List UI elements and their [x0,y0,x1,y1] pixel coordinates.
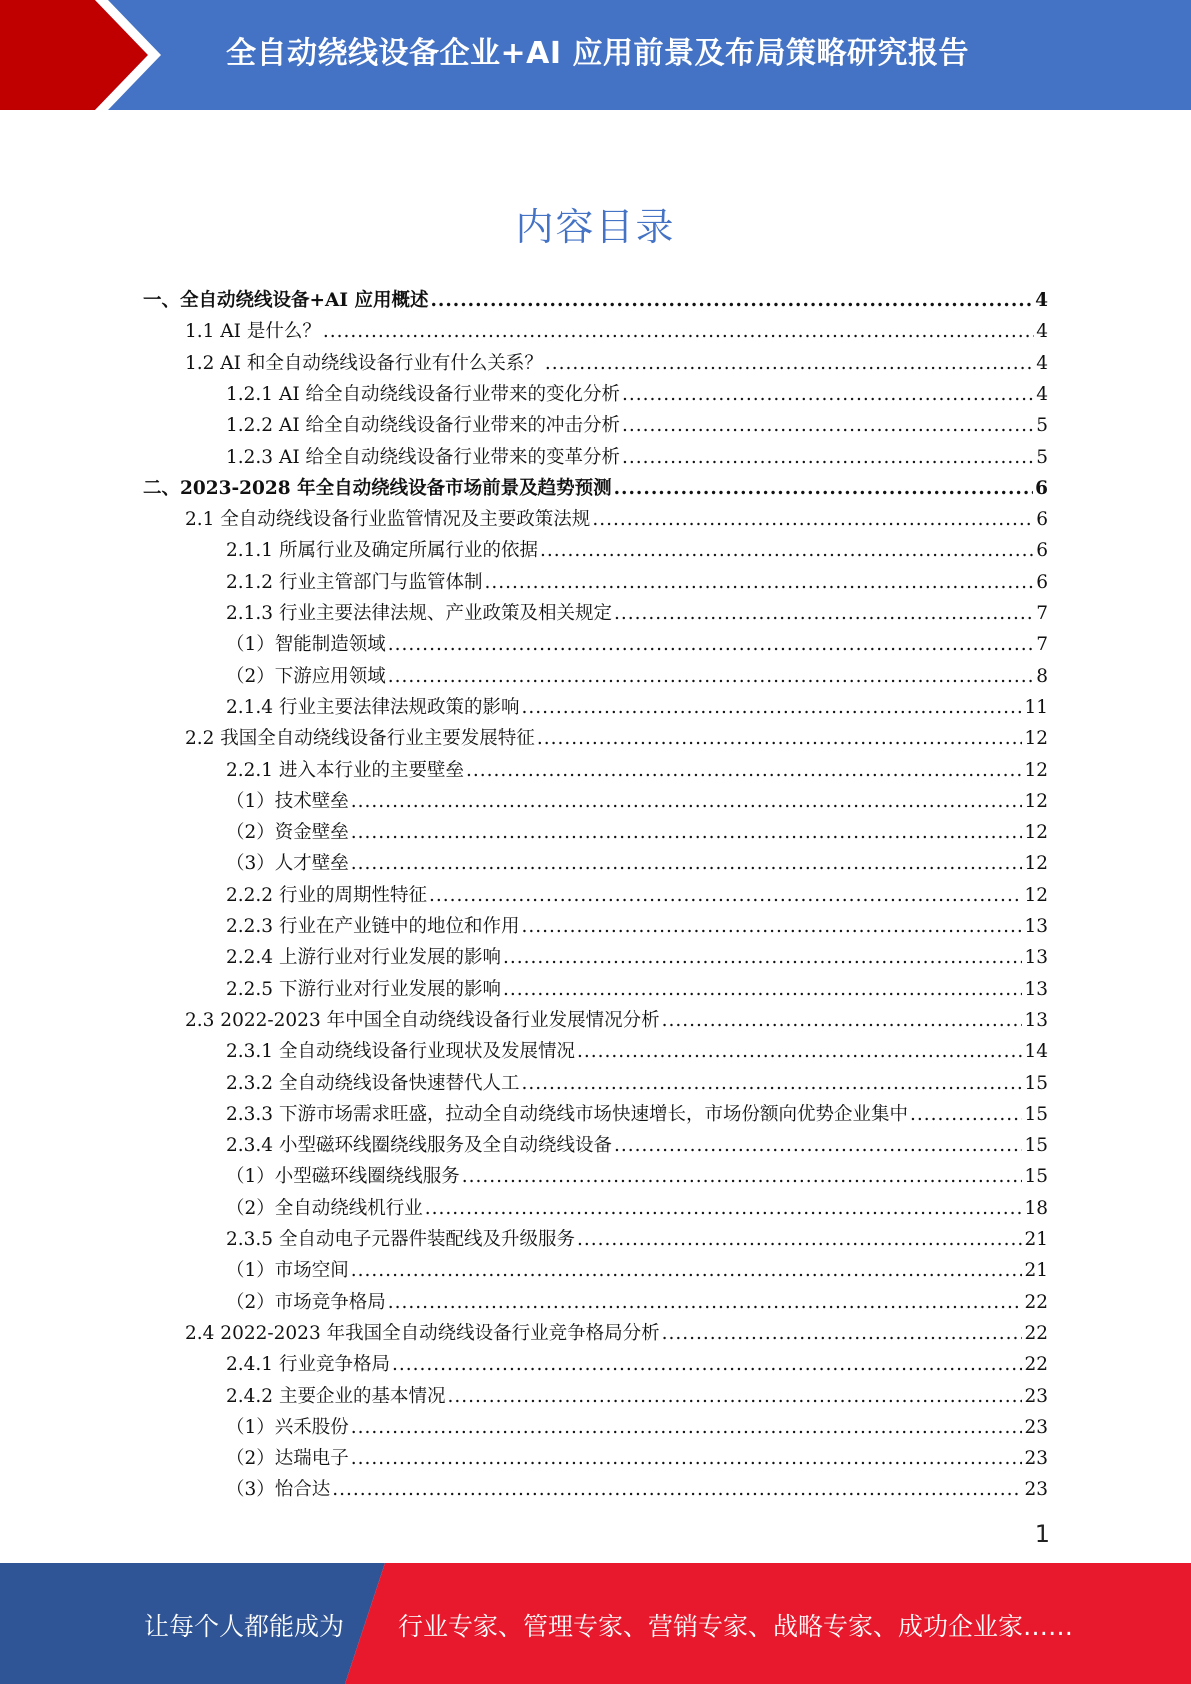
toc-entry[interactable] [226,1474,1048,1505]
toc-entry[interactable] [226,1068,1048,1099]
toc-leader-dots [392,1349,1022,1380]
toc-entry[interactable] [226,1443,1048,1474]
toc-entry[interactable] [185,723,1048,754]
toc-leader-dots [388,1287,1023,1318]
toc-entry-title: 2.2 我国全自动绕线设备行业主要发展特征 [185,728,535,750]
toc-entry-page: 23 [1024,1416,1048,1438]
toc-entry-title: 1.2 AI 和全自动绕线设备行业有什么关系？ [185,352,543,374]
toc-entry[interactable] [226,567,1048,598]
toc-leader-dots [614,473,1034,504]
toc-entry-page: 22 [1024,1291,1048,1313]
toc-entry-page: 13 [1024,1009,1048,1031]
toc-entry-page: 8 [1036,665,1048,687]
toc-entry-page: 12 [1024,759,1048,781]
toc-entry-page: 21 [1024,1229,1048,1250]
toc-entry-title: （1）技术壁垒 [226,790,349,812]
toc-entry[interactable] [226,817,1048,848]
toc-entry[interactable] [185,1005,1048,1036]
footer-slogan-left: 让每个人都能成为 [144,1612,345,1641]
toc-entry[interactable] [226,911,1048,942]
toc-entry-title: （1）智能制造领域 [226,634,386,656]
toc-entry[interactable] [226,942,1048,973]
toc-entry-title: 二、2023-2028 年全自动绕线设备市场前景及趋势预测 [143,477,612,499]
toc-entry-title: 2.4.2 主要企业的基本情况 [226,1385,446,1407]
toc-entry[interactable] [226,692,1048,723]
footer-slogan-right: 行业专家、管理专家、营销专家、战略专家、成功企业家…… [398,1612,1074,1641]
toc-entry-title: 2.2.4 上游行业对行业发展的影响 [226,947,501,969]
toc-entry[interactable] [226,1255,1048,1286]
toc-leader-dots [351,1443,1023,1474]
toc-entry[interactable] [226,598,1048,629]
toc-entry-title: 1.2.3 AI 给全自动绕线设备行业带来的变革分析 [226,446,621,468]
toc-entry-page: 4 [1036,352,1048,374]
toc-entry-page: 6 [1035,477,1048,499]
toc-entry-title: （1）市场空间 [226,1260,349,1282]
toc-entry-page: 15 [1024,1166,1048,1188]
toc-entry[interactable] [226,1381,1048,1412]
toc-entry-title: 2.1.2 行业主管部门与监管体制 [226,571,483,593]
toc-entry-title: 2.1.3 行业主要法律法规、产业政策及相关规定 [226,603,612,624]
page-number: 1 [1034,1520,1050,1548]
toc-entry-title: 2.1 全自动绕线设备行业监管情况及主要政策法规 [185,509,591,531]
toc-entry-page: 12 [1024,853,1048,875]
toc-leader-dots [503,974,1022,1005]
toc-entry-title: 2.3 2022-2023 年中国全自动绕线设备行业发展情况分析 [185,1009,660,1031]
toc-entry-title: （2）市场竞争格局 [226,1291,386,1313]
toc-entry[interactable] [226,848,1048,879]
toc-entry-title: （3）人才壁垒 [226,853,349,875]
toc-entry-page: 15 [1024,1072,1048,1094]
toc-entry-title: 2.3.3 下游市场需求旺盛，拉动全自动绕线市场快速增长，市场份额向优势企业集中 [226,1103,908,1125]
toc-entry-page: 6 [1036,571,1048,593]
toc-leader-dots [388,629,1034,660]
toc-entry-page: 4 [1036,383,1048,405]
toc-leader-dots [466,755,1022,786]
toc-leader-dots [521,911,1022,942]
toc-leader-dots [351,1412,1023,1443]
toc-entry-page: 5 [1036,415,1048,437]
toc-entry-page: 13 [1024,947,1048,969]
toc-leader-dots [910,1099,1022,1130]
toc-entry-page: 6 [1036,509,1048,531]
toc-entry[interactable] [185,348,1048,379]
toc-leader-dots [537,723,1023,754]
toc-leader-dots [622,442,1034,473]
toc-entry[interactable] [226,1224,1048,1255]
toc-entry[interactable] [226,1161,1048,1192]
toc-leader-dots [351,1255,1023,1286]
toc-entry[interactable] [226,379,1048,410]
toc-entry-title: 1.1 AI 是什么？ [185,321,321,343]
toc-leader-dots [351,848,1023,879]
toc-entry-page: 15 [1024,1103,1048,1125]
toc-leader-dots [577,1036,1022,1067]
toc-leader-dots [462,1161,1023,1192]
toc-heading: 内容目录 [515,205,676,249]
toc-entry[interactable] [143,285,1048,316]
toc-leader-dots [332,1474,1022,1505]
toc-leader-dots [503,942,1022,973]
toc-leader-dots [662,1005,1023,1036]
toc-leader-dots [351,786,1023,817]
toc-entry-page: 12 [1024,822,1048,844]
toc-leader-dots [351,817,1023,848]
toc-entry[interactable] [185,1318,1048,1349]
toc-leader-dots [484,567,1034,598]
toc-entry[interactable] [226,1412,1048,1443]
toc-entry-title: 1.2.1 AI 给全自动绕线设备行业带来的变化分析 [226,383,621,405]
toc-entry-title: 1.2.2 AI 给全自动绕线设备行业带来的冲击分析 [226,415,621,437]
toc-leader-dots [521,692,1022,723]
toc-leader-dots [447,1381,1022,1412]
toc-entry-page: 14 [1024,1041,1048,1063]
toc-entry[interactable] [226,1130,1048,1161]
toc-entry-page: 18 [1024,1197,1048,1219]
toc-entry[interactable] [226,786,1048,817]
toc-entry-page: 23 [1024,1479,1048,1501]
toc-leader-dots [425,1193,1023,1224]
toc-entry-title: 2.3.4 小型磁环线圈绕线服务及全自动绕线设备 [226,1135,612,1157]
toc-entry[interactable] [226,1036,1048,1067]
toc-entry-page: 5 [1036,446,1048,468]
toc-entry-page: 7 [1036,634,1048,656]
toc-entry-page: 22 [1024,1322,1048,1344]
toc-entry-title: 一、全自动绕线设备+AI 应用概述 [143,290,429,311]
toc-leader-dots [429,880,1022,911]
toc-leader-dots [577,1224,1022,1255]
toc-entry-title: （1）小型磁环线圈绕线服务 [226,1166,460,1188]
toc-entry[interactable] [226,1287,1048,1318]
toc-entry-page: 23 [1024,1448,1048,1470]
toc-entry-page: 21 [1024,1260,1048,1282]
toc-entry-title: （3）怡合达 [226,1479,331,1501]
toc-leader-dots [662,1318,1023,1349]
toc-entry-page: 23 [1024,1385,1048,1407]
toc-entry-page: 12 [1024,728,1048,750]
toc-entry-title: （2）全自动绕线机行业 [226,1197,423,1219]
toc-leader-dots [622,379,1034,410]
report-header-band [0,0,1191,110]
toc-entry-title: 2.4.1 行业竞争格局 [226,1354,390,1376]
toc-entry-page: 4 [1035,290,1048,311]
toc-entry-title: 2.4 2022-2023 年我国全自动绕线设备行业竞争格局分析 [185,1322,660,1344]
toc-entry-title: 2.1.1 所属行业及确定所属行业的依据 [226,540,538,562]
toc-leader-dots [592,504,1034,535]
toc-entry-page: 11 [1024,696,1048,718]
toc-entry-title: 2.3.2 全自动绕线设备快速替代人工 [226,1072,520,1094]
toc-entry[interactable] [226,629,1048,660]
toc-entry[interactable] [226,661,1048,692]
toc-entry-page: 22 [1024,1354,1048,1376]
toc-leader-dots [540,535,1034,566]
toc-leader-dots [614,598,1034,629]
toc-leader-dots [545,348,1034,379]
toc-entry[interactable] [226,442,1048,473]
report-title: 全自动绕线设备企业+AI 应用前景及布局策略研究报告 [226,36,969,71]
toc-entry-title: 2.3.1 全自动绕线设备行业现状及发展情况 [226,1041,575,1063]
toc-entry-page: 12 [1024,790,1048,812]
toc-entry[interactable] [226,1349,1048,1380]
toc-entry-title: （2）下游应用领域 [226,665,386,687]
toc-entry[interactable] [226,974,1048,1005]
toc-entry-title: （2）资金壁垒 [226,822,349,844]
toc-entry[interactable] [226,755,1048,786]
toc-entry-page: 13 [1024,978,1048,1000]
toc-entry-page: 6 [1036,540,1048,562]
toc-entry-title: 2.2.1 进入本行业的主要壁垒 [226,759,464,781]
toc-entry[interactable] [143,473,1048,504]
toc-entry[interactable] [226,535,1048,566]
toc-leader-dots [622,410,1034,441]
toc-entry-title: 2.2.5 下游行业对行业发展的影响 [226,978,501,1000]
toc-entry-page: 13 [1024,916,1048,937]
toc-entry-page: 4 [1036,321,1048,343]
footer-band [0,1563,1191,1684]
toc-leader-dots [388,661,1034,692]
toc-leader-dots [614,1130,1022,1161]
toc-entry[interactable] [226,410,1048,441]
toc-entry-title: （1）兴禾股份 [226,1416,349,1438]
toc-entry[interactable] [226,1099,1048,1130]
toc-entry[interactable] [185,504,1048,535]
toc-entry-title: 2.2.2 行业的周期性特征 [226,884,427,906]
toc-entry[interactable] [226,1193,1048,1224]
toc-leader-dots [521,1068,1022,1099]
toc-entry-page: 15 [1024,1135,1048,1157]
toc-entry-page: 12 [1024,884,1048,906]
toc-entry-title: （2）达瑞电子 [226,1448,349,1470]
toc-entry-title: 2.2.3 行业在产业链中的地位和作用 [226,916,520,937]
toc-entry[interactable] [185,316,1048,347]
toc-leader-dots [430,285,1033,316]
toc-entry-title: 2.1.4 行业主要法律法规政策的影响 [226,696,520,718]
toc-entry-title: 2.3.5 全自动电子元器件装配线及升级服务 [226,1229,575,1250]
toc-entry[interactable] [226,880,1048,911]
toc-leader-dots [323,316,1034,347]
toc-entry-page: 7 [1036,603,1048,624]
